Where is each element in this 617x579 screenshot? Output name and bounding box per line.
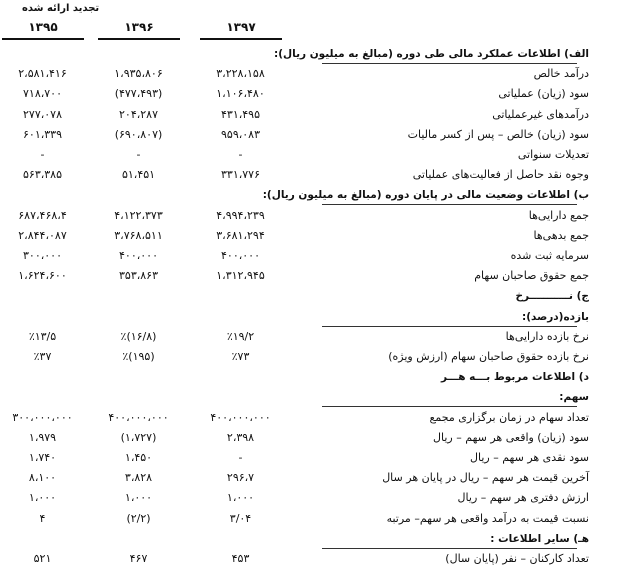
cell-value: ۲،۵۸۱،۴۱۶: [18, 67, 67, 81]
row-label: سود (زیان) عملیاتی: [498, 87, 589, 101]
cell-value: -: [238, 148, 243, 161]
row-label: تعداد سهام در زمان برگزاری مجمع: [429, 410, 589, 424]
table-row: [0, 549, 617, 569]
section-title: سهم:: [559, 391, 589, 404]
section-header-row: [0, 529, 617, 549]
cell-value: ۴۰۰،۰۰۰،۰۰۰: [108, 410, 169, 424]
cell-value: ۴،۱۲۲،۳۷۳: [114, 208, 163, 222]
table-row: [0, 266, 617, 286]
section-header-row: [0, 286, 617, 306]
year-header-1397: ۱۳۹۷: [226, 20, 256, 34]
cell-value: ۶۸۷،۴۶۸،۴: [18, 208, 67, 222]
table-row: [0, 246, 617, 266]
cell-value: ٪(۱۹۵): [122, 350, 155, 363]
cell-value: ۵۲۱: [33, 552, 52, 565]
cell-value: ۶۰۱،۳۳۹: [23, 127, 62, 141]
cell-value: ۴۳۱،۴۹۵: [221, 107, 260, 121]
cell-value: ۳،۷۶۸،۵۱۱: [114, 228, 163, 242]
table-row: [0, 428, 617, 448]
section-title: بازده(درصد):: [522, 310, 589, 323]
table-row: [0, 105, 617, 125]
cell-value: ٪۱۳/۵: [28, 329, 57, 343]
table-row: [0, 165, 617, 185]
cell-value: (۶۹۰،۸۰۷): [114, 127, 163, 141]
cell-value: ۴،۹۹۴،۲۳۹: [216, 208, 265, 222]
table-row: [0, 206, 617, 226]
section-title: الف) اطلاعات عملکرد مالی طی دوره (مبالغ به میلیون ریال):: [274, 48, 589, 60]
table-row: [0, 327, 617, 347]
section-header-row: [0, 44, 617, 64]
cell-value: ۲۹۶،۷: [226, 471, 255, 485]
cell-value: ۳،۸۲۸: [124, 471, 153, 485]
section-header-row: [0, 387, 617, 407]
table-row: [0, 488, 617, 508]
cell-value: -: [40, 148, 45, 161]
cell-value: ۱،۰۰۰: [124, 491, 153, 505]
section-title: هـ) سایر اطلاعات :: [490, 532, 589, 545]
cell-value: ۱،۹۷۹: [28, 430, 57, 444]
cell-value: ۳۰۰،۰۰۰: [23, 249, 62, 262]
table-row: [0, 347, 617, 367]
section-title: ب) اطلاعات وضعیت مالی در پایان دوره (مبالغ به میلیون ریال):: [262, 189, 589, 202]
cell-value: ۱،۳۱۲،۹۴۵: [216, 269, 265, 283]
cell-value: ۲۰۴،۲۸۷: [119, 107, 158, 121]
cell-value: ۵۶۳،۳۸۵: [23, 168, 62, 182]
cell-value: ۴۰۰،۰۰۰،۰۰۰: [210, 410, 271, 424]
cell-value: ۳۳۱،۷۷۶: [221, 168, 260, 182]
cell-value: (۱،۷۲۷): [120, 430, 157, 444]
restated-label: تجدید ارائه شده: [22, 3, 100, 14]
row-label: وجوه نقد حاصل از فعالیت‌های عملیاتی: [412, 168, 589, 182]
row-label: تعدیلات سنواتی: [517, 148, 589, 161]
cell-value: ۱،۴۵۰: [124, 451, 153, 464]
section-title: ج) نـــــــــــرخ: [515, 290, 589, 303]
cell-value: ۲،۸۴۴،۰۸۷: [18, 228, 67, 242]
cell-value: ۳،۲۲۸،۱۵۸: [216, 67, 265, 81]
row-label: جمع دارایی‌ها: [528, 208, 589, 222]
cell-value: ۵۱،۴۵۱: [121, 168, 156, 182]
row-label: آخرین قیمت هر سهم – ریال در پایان هر سال: [382, 471, 589, 485]
cell-value: ٪۷۳: [231, 350, 250, 363]
table-row: [0, 125, 617, 145]
cell-value: ۴: [39, 511, 46, 525]
cell-value: ۳،۶۸۱،۲۹۴: [216, 228, 265, 242]
row-label: سود نقدی هر سهم – ریال: [470, 451, 589, 464]
year-header-1396: ۱۳۹۶: [124, 20, 154, 34]
cell-value: ٪(۱۶/۸): [120, 329, 157, 343]
table-row: [0, 64, 617, 84]
cell-value: ۲۷۷،۰۷۸: [23, 107, 62, 121]
table-row: [0, 145, 617, 165]
row-label: سود (زیان) واقعی هر سهم – ریال: [433, 430, 589, 444]
section-header-row: [0, 307, 617, 327]
cell-value: ۴۶۷: [129, 552, 148, 565]
cell-value: ۹۵۹،۰۸۳: [221, 127, 260, 141]
cell-value: -: [238, 451, 243, 464]
cell-value: ۲،۳۹۸: [226, 430, 255, 444]
year-underline: [200, 38, 282, 40]
row-label: نرخ بازده دارایی‌ها: [505, 329, 589, 343]
cell-value: ۳/۰۴: [229, 511, 252, 525]
year-header-1395: ۱۳۹۵: [28, 20, 58, 34]
section-header-row: [0, 185, 617, 205]
cell-value: ۸،۱۰۰: [28, 471, 57, 485]
cell-value: (۲/۲): [126, 511, 151, 525]
row-label: سود (زیان) خالص – پس از کسر مالیات: [407, 127, 589, 141]
row-label: درآمد خالص: [533, 67, 589, 81]
table-row: [0, 509, 617, 529]
table-row: [0, 408, 617, 428]
row-label: سرمایه ثبت شده: [510, 249, 589, 262]
cell-value: ۷۱۸،۷۰۰: [23, 87, 62, 101]
cell-value: -: [136, 148, 141, 161]
cell-value: ۱،۶۲۴،۶۰۰: [18, 269, 67, 283]
cell-value: ۱،۹۳۵،۸۰۶: [114, 67, 163, 81]
row-label: نرخ بازده حقوق صاحبان سهام (ارزش ویژه): [388, 350, 589, 363]
table-row: [0, 84, 617, 104]
cell-value: (۴۷۷،۴۹۳): [114, 87, 163, 101]
cell-value: ۱،۰۰۰: [226, 491, 255, 505]
cell-value: ۱،۱۰۶،۴۸۰: [216, 87, 265, 101]
section-title: د) اطلاعات مربوط بـــه هـــر: [440, 371, 589, 384]
row-label: جمع بدهی‌ها: [533, 228, 589, 242]
table-row: [0, 448, 617, 468]
row-label: درآمدهای غیرعملیاتی: [492, 107, 589, 121]
table-row: [0, 226, 617, 246]
section-header-row: [0, 367, 617, 387]
cell-value: ۳۵۳،۸۶۳: [119, 269, 158, 283]
row-label: تعداد کارکنان – نفر (پایان سال): [445, 552, 589, 565]
cell-value: ۱،۷۴۰: [28, 451, 57, 464]
cell-value: ۴۰۰،۰۰۰: [119, 249, 158, 262]
cell-value: ۴۵۳: [231, 552, 250, 565]
cell-value: ٪۱۹/۲: [226, 329, 255, 343]
cell-value: ۴۰۰،۰۰۰: [221, 249, 260, 262]
row-label: جمع حقوق صاحبان سهام: [474, 269, 589, 283]
year-underline: [2, 38, 84, 40]
row-label: ارزش دفتری هر سهم – ریال: [457, 491, 589, 505]
cell-value: ۱،۰۰۰: [28, 491, 57, 505]
table-row: [0, 468, 617, 488]
cell-value: ۳۰۰،۰۰۰،۰۰۰: [12, 410, 73, 424]
year-underline: [98, 38, 180, 40]
cell-value: ٪۳۷: [33, 350, 52, 363]
row-label: نسبت قیمت به درآمد واقعی هر سهم– مرتبه: [386, 511, 589, 525]
